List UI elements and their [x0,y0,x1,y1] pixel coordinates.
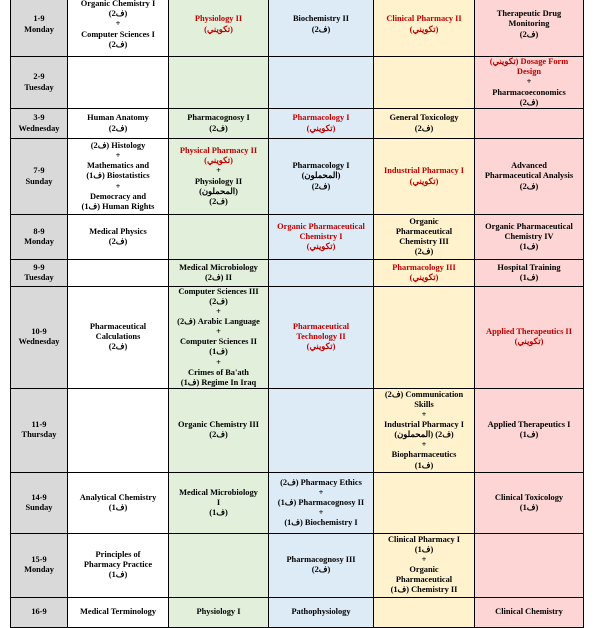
subject-line: (المحملون) (ف2) [394,430,454,440]
weekday-label: Monday [24,237,54,246]
exam-cell [374,260,475,287]
date-cell [11,215,68,260]
schedule-row [11,215,584,260]
subject-line: Monitoring [508,19,550,29]
subject-line: Applied Therapeutics II [486,327,572,337]
weekday-label: Wednesday [18,337,60,347]
date-cell [11,533,68,597]
subject-line: Organic Pharmaceutical [485,221,573,231]
exam-cell [475,260,584,287]
subject-line: (ف1) Biochemistry I [284,517,358,527]
exam-cell [169,57,269,109]
subject-line: Computer Sciences II [179,337,258,347]
weekday-label: Tuesday [24,82,54,92]
date-cell [11,597,68,627]
subject-line: + [216,166,221,176]
subject-line: + [115,181,121,191]
exam-cell [169,260,269,287]
subject-line: (ف2) [108,39,128,49]
subject-line: (تكويني) [514,337,544,347]
subject-line: Medical Microbiology [179,262,258,272]
exam-cell [269,533,374,597]
exam-cell [269,0,374,57]
subject-line: (ف1) [519,273,539,282]
subject-line: (ف1) [414,460,434,470]
schedule-row [11,139,584,215]
exam-cell [475,287,584,389]
subject-line: (ف1) Human Rights [81,201,155,211]
subject-line: I [216,497,221,507]
subject-line: (ف1) [519,502,539,512]
subject-line: (ف2) [209,430,228,440]
subject-line: (تكويني) [204,156,233,166]
weekday-label: Monday [24,24,54,34]
subject-line: Mathematics and [86,161,150,171]
subject-line: (المحملون) [301,171,341,181]
subject-line: + [216,327,221,337]
exam-cell [68,215,169,260]
subject-line: (ف2) [519,97,539,107]
exam-cell [169,388,269,472]
weekday-label: Monday [24,565,54,575]
exam-cell [374,597,475,627]
subject-line: Organic Pharmaceutical [277,221,365,231]
subject-line: Pharmacognosy I [187,113,250,123]
subject-line: (ف1) [519,430,539,440]
exam-cell [374,472,475,533]
subject-line: Human Anatomy [87,113,149,123]
date-cell [11,388,68,472]
exam-cell [475,533,584,597]
subject-line: Organic Chemistry I [80,0,156,9]
subject-line: (ف1) [519,242,539,252]
subject-line: (تكويني) [306,123,336,133]
subject-line: Physiology II [194,176,243,186]
subject-line: + [526,77,532,87]
subject-line: Skills [414,400,434,410]
subject-line: Pharmacology I [292,113,350,123]
date-label: 1-9 [33,14,45,24]
subject-line: Industrial Pharmacy I [383,166,465,176]
exam-cell [68,472,169,533]
exam-cell [475,0,584,57]
schedule-row [11,472,584,533]
exam-cell [169,215,269,260]
subject-line: (ف2) [108,123,128,133]
exam-cell [374,109,475,139]
subject-line: Pharmacoeconomics [492,87,566,97]
schedule-row [11,287,584,389]
schedule-row [11,0,584,57]
subject-line: (ف2) [414,247,434,257]
subject-line: Computer Sciences III [178,287,259,296]
exam-cell [269,139,374,215]
exam-cell [169,597,269,627]
exam-cell [68,260,169,287]
subject-line: (ف1) [414,545,434,555]
exam-cell [269,57,374,109]
subject-line: + [115,19,121,29]
date-cell [11,287,68,389]
subject-line: Chemistry I [299,231,343,241]
exam-cell [169,109,269,139]
subject-line: (ف1) [209,507,228,517]
exam-cell [374,0,475,57]
subject-line: (ف2) [311,24,331,34]
subject-line: + [421,555,427,565]
subject-line: (تكويني) [204,24,233,34]
subject-line: (المحملون) [199,186,238,196]
subject-line: (ف2) [108,237,128,246]
weekday-label: Thursday [21,430,57,440]
subject-line: (ف1) [209,347,228,357]
subject-line: + [318,487,324,497]
date-cell [11,109,68,139]
subject-line: Chemistry III [399,237,449,246]
exam-cell [169,472,269,533]
subject-line: Physiology I [196,607,241,617]
exam-cell [269,472,374,533]
subject-line: Therapeutic Drug [496,9,562,19]
weekday-label: Sunday [25,176,53,186]
subject-line: (ف2) Histology [90,141,146,151]
exam-schedule-table [10,0,584,628]
subject-line: + [115,151,121,161]
subject-line: Physiology II [194,14,243,24]
subject-line: (ف1) Biostatistics [86,171,150,181]
subject-line: Industrial Pharmacy I [383,420,465,430]
date-label: 14-9 [31,492,47,502]
weekday-label: Sunday [25,502,53,512]
exam-cell [68,109,169,139]
subject-line: Pharmaceutical Analysis [484,171,574,181]
exam-cell [169,287,269,389]
subject-line: Organic [409,216,439,226]
subject-line: (ف2) [209,297,228,307]
exam-cell [269,260,374,287]
subject-line: (ف2) Pharmacy Ethics [280,477,362,487]
exam-cell [475,139,584,215]
exam-cell [68,287,169,389]
date-label: 3-9 [33,113,45,123]
subject-line: Organic [409,565,439,575]
subject-line: Pharmacology I [292,161,350,171]
exam-cell [374,139,475,215]
subject-line: Pharmaceutical [395,226,453,236]
subject-line: Pharmacognosy III [286,555,356,565]
subject-line: (تكويني) [306,242,336,252]
exam-cell [269,215,374,260]
schedule-row [11,109,584,139]
subject-line: Chemistry IV [504,231,554,241]
subject-line: (ف2) [414,123,434,133]
date-cell [11,472,68,533]
subject-line: Computer Sciences I [81,29,155,39]
subject-line: Biochemistry II [292,14,350,24]
exam-cell [269,597,374,627]
schedule-row [11,533,584,597]
schedule-row [11,260,584,287]
subject-line: Advanced [511,161,547,171]
subject-line: Biopharmaceutics [391,450,457,460]
subject-line: Organic Chemistry III [178,420,259,430]
subject-line: Pharmaceutical [292,322,350,332]
exam-cell [68,57,169,109]
exam-cell [374,215,475,260]
subject-line: + [216,307,221,317]
exam-cell [475,472,584,533]
date-label: 11-9 [31,420,47,430]
subject-line: Principles of [95,550,141,560]
date-cell [11,57,68,109]
exam-cell [269,287,374,389]
subject-line: (تكويني) [306,342,336,352]
date-cell [11,260,68,287]
subject-line: Clinical Pharmacy I [387,535,461,545]
subject-line: Hospital Training [497,262,561,272]
subject-line: Applied Therapeutics I [487,420,571,430]
date-label: 15-9 [31,555,47,565]
schedule-row [11,388,584,472]
exam-cell [475,597,584,627]
subject-line: Calculations [95,332,141,342]
weekday-label: Wednesday [18,123,60,133]
subject-line: Medical Terminology [79,607,157,617]
subject-line: Design [516,67,542,77]
subject-line: + [421,410,427,420]
date-label: 9-9 [33,262,45,272]
date-label: 16-9 [31,607,47,617]
subject-line: (ف1) [108,502,128,512]
subject-line: Clinical Chemistry [495,607,563,617]
subject-line: Pharmacy Practice [83,560,153,570]
date-cell [11,139,68,215]
date-label: 10-9 [31,327,47,337]
subject-line: (ف2) [519,29,539,39]
subject-line: (ف1) Regime In Iraq [180,377,257,387]
subject-line: Analytical Chemistry [79,492,157,502]
subject-line: Pharmaceutical [395,575,453,585]
schedule-row [11,57,584,109]
subject-line: (تكويني) Dosage Form [489,57,569,67]
subject-line: Pathophysiology [291,607,351,617]
date-label: 8-9 [33,226,45,236]
subject-line: (ف2) [311,565,331,575]
exam-cell [269,388,374,472]
subject-line: Crimes of Ba'ath [188,367,249,377]
exam-cell [68,388,169,472]
subject-line: (ف2) [209,123,228,133]
subject-line: (ف2) [108,342,128,352]
weekday-label: Tuesday [24,273,54,282]
date-label: 2-9 [33,72,45,82]
subject-line: Physical Pharmacy II [179,146,258,156]
exam-cell [374,287,475,389]
subject-line: (ف1) Pharmacognosy II [277,497,365,507]
exam-cell [374,533,475,597]
exam-cell [169,0,269,57]
exam-cell [374,388,475,472]
subject-line: (ف2) [108,9,128,19]
subject-line: Pharmaceutical [89,322,147,332]
exam-cell [68,533,169,597]
schedule-row [11,597,584,627]
subject-line: (ف1) Chemistry II [390,585,458,595]
subject-line: (ف2) Communication [384,389,464,399]
subject-line: (ف2) [209,196,228,206]
exam-cell [269,109,374,139]
exam-cell [68,597,169,627]
subject-line: + [216,357,221,367]
exam-cell [169,533,269,597]
subject-line: Democracy and [89,191,147,201]
exam-cell [68,139,169,215]
exam-cell [169,139,269,215]
exam-cell [475,109,584,139]
subject-line: (تكويني) [409,273,439,282]
subject-line: (تكويني) [409,176,439,186]
subject-line: (ف2) II [204,273,233,282]
subject-line: Medical Physics [89,226,147,236]
subject-line: Medical Microbiology [179,487,258,497]
subject-line: Pharmacology III [392,262,456,272]
subject-line: (ف2) Arabic Language [177,317,260,327]
subject-line: Clinical Pharmacy II [386,14,462,24]
exam-cell [475,388,584,472]
subject-line: + [421,440,427,450]
date-label: 7-9 [33,166,45,176]
subject-line: (ف2) [519,181,539,191]
exam-cell [374,57,475,109]
subject-line: + [318,507,324,517]
subject-line: (ف2) [311,181,331,191]
exam-cell [475,57,584,109]
subject-line: (ف1) [108,570,128,580]
date-cell [11,0,68,57]
subject-line: (تكويني) [409,24,439,34]
exam-cell [68,0,169,57]
exam-cell [475,215,584,260]
subject-line: General Toxicology [389,113,459,123]
schedule-body [11,0,584,627]
subject-line: Technology II [296,332,346,342]
subject-line: Clinical Toxicology [494,492,564,502]
